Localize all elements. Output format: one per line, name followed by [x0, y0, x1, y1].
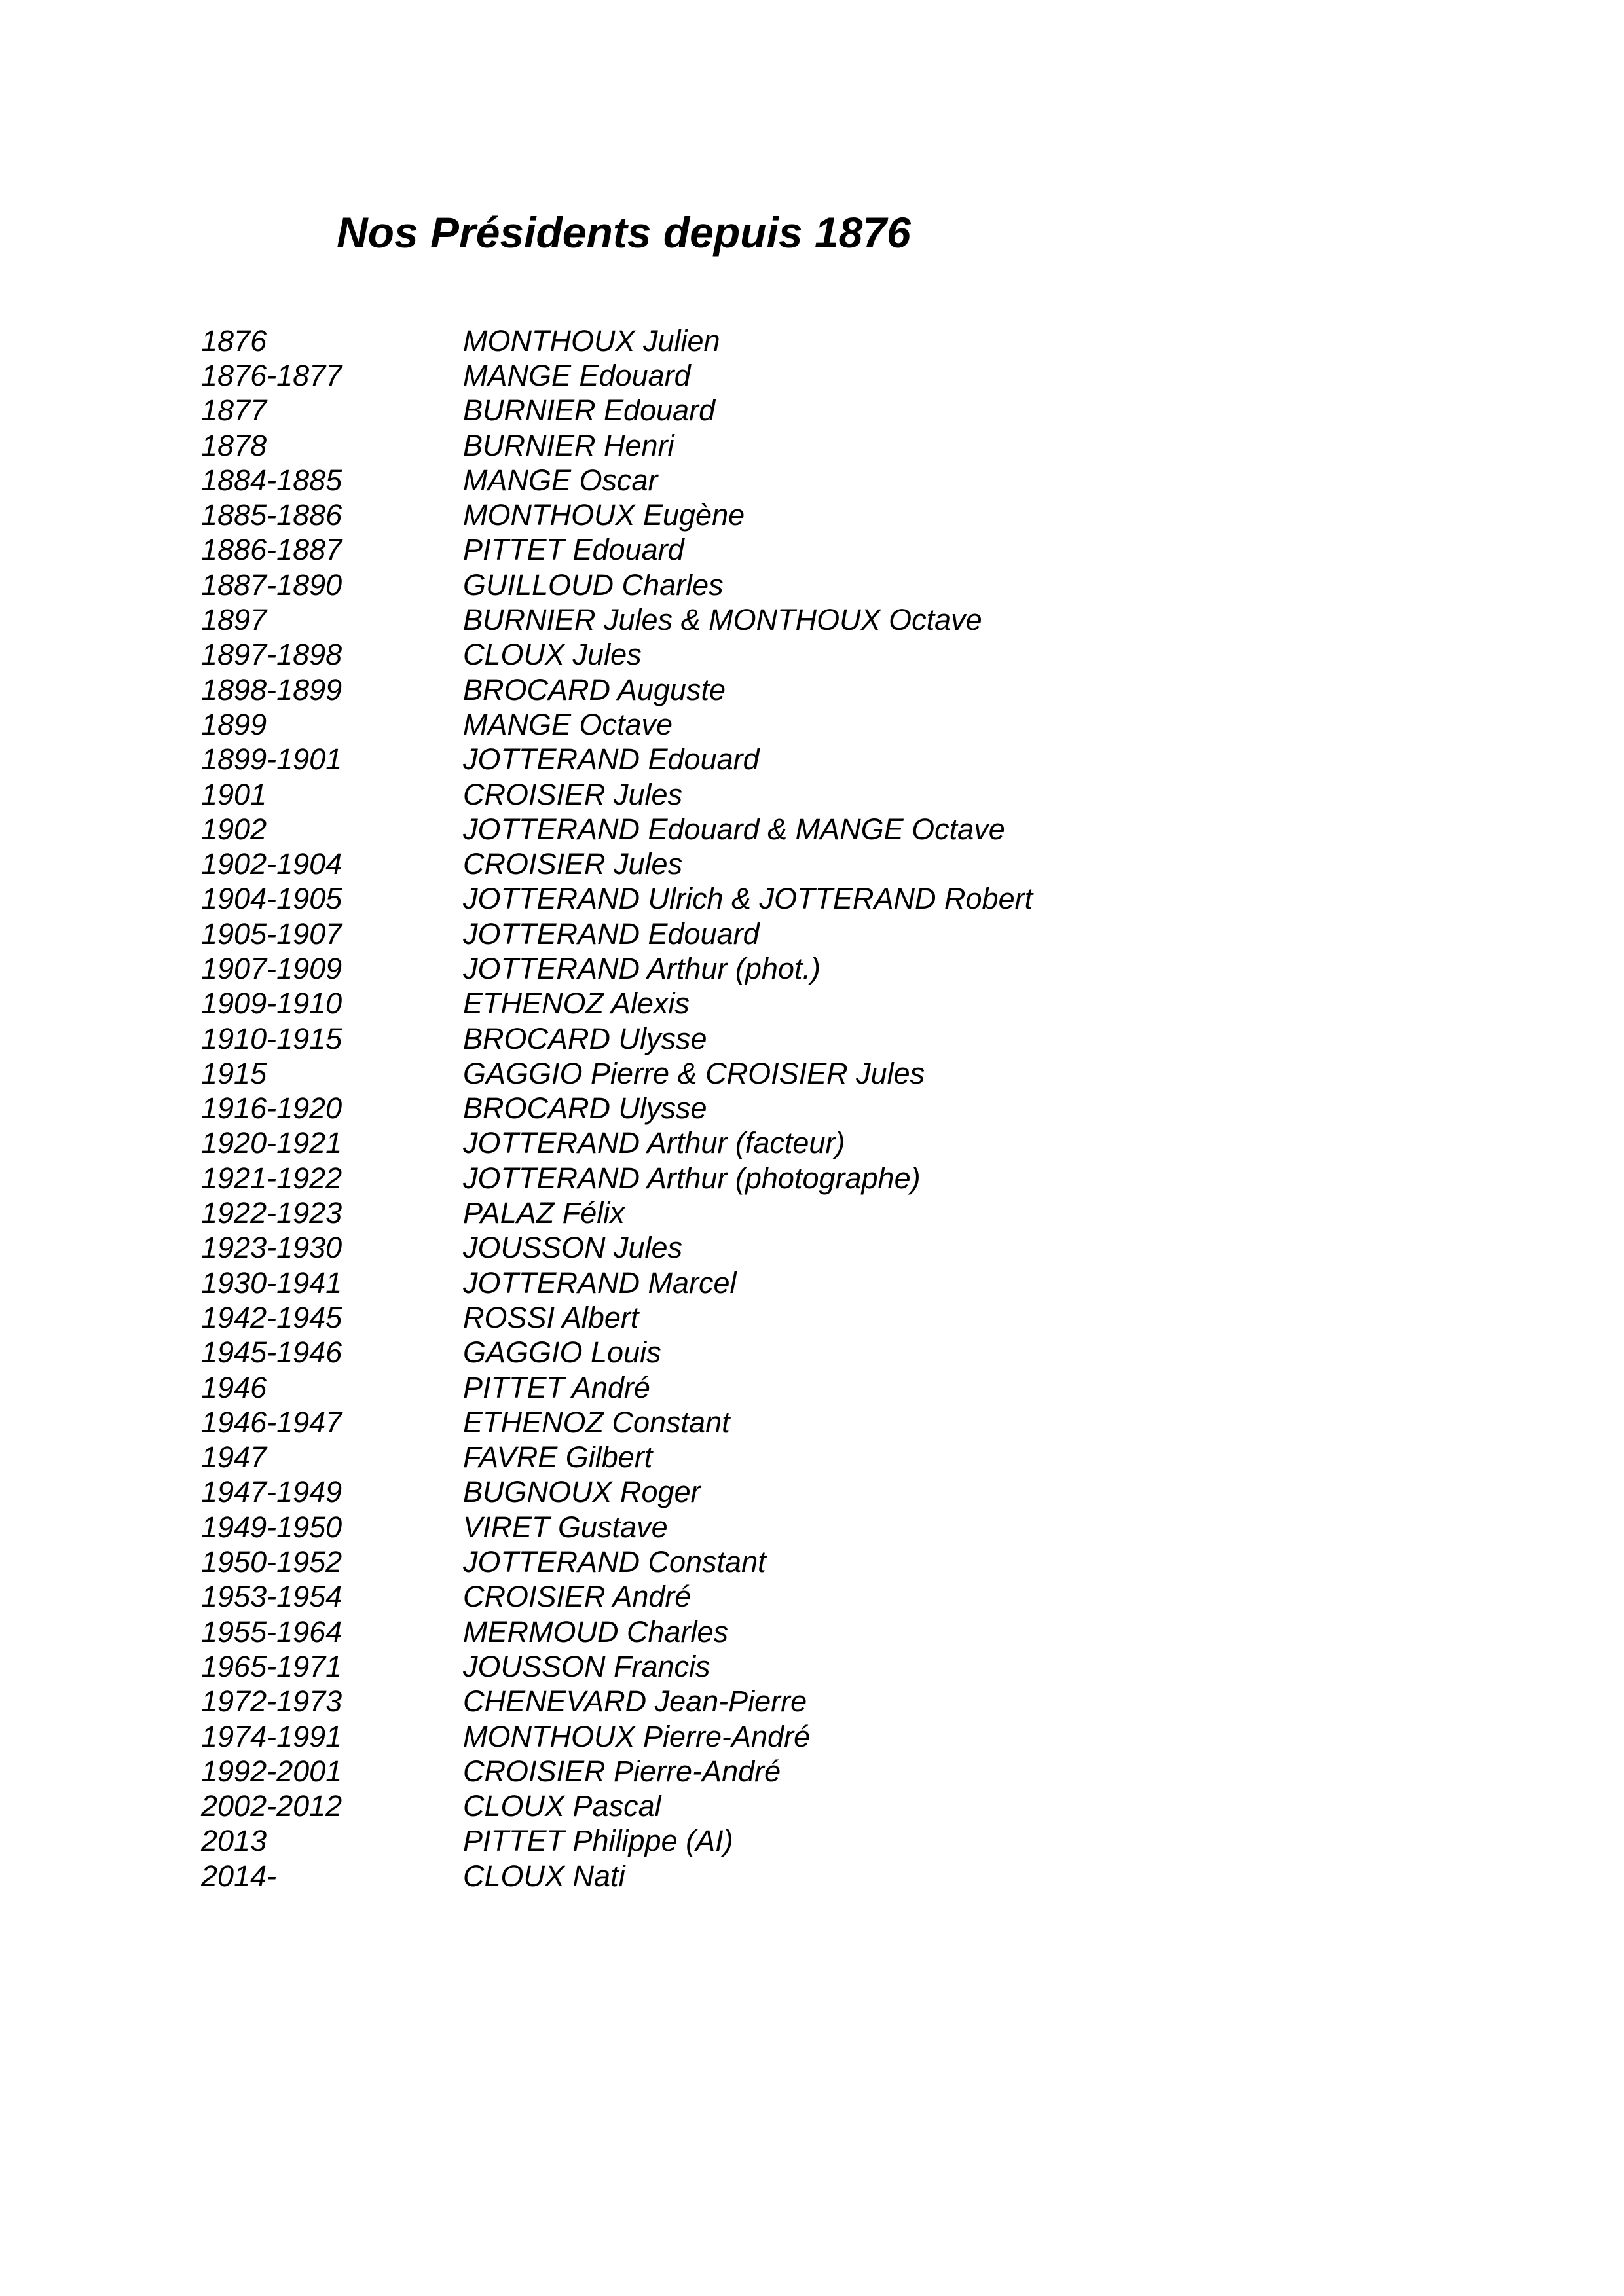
- list-item: [201, 742, 1033, 777]
- president-years: 1946: [201, 1370, 267, 1404]
- president-years: 1884-1885: [201, 463, 342, 497]
- president-name: MANGE Edouard: [463, 358, 691, 392]
- president-years: 1915: [201, 1056, 267, 1090]
- president-name: GAGGIO Louis: [463, 1336, 661, 1370]
- president-name: CROISIER Jules: [463, 847, 683, 881]
- president-name: BUGNOUX Roger: [463, 1475, 701, 1509]
- president-name: PITTET André: [463, 1370, 650, 1404]
- president-years: 2013: [201, 1824, 267, 1858]
- list-item: [201, 1405, 1033, 1440]
- president-years: 1876: [201, 323, 267, 357]
- president-years: 1974-1991: [201, 1719, 342, 1753]
- president-name: ETHENOZ Constant: [463, 1405, 730, 1439]
- president-name: MANGE Octave: [463, 707, 673, 741]
- president-years: 1878: [201, 428, 267, 462]
- president-name: JOTTERAND Arthur (phot.): [463, 951, 821, 985]
- president-name: JOTTERAND Edouard & MANGE Octave: [463, 812, 1005, 846]
- list-item: [201, 1544, 1033, 1579]
- president-name: JOTTERAND Ulrich & JOTTERAND Robert: [463, 882, 1033, 916]
- president-name: JOTTERAND Edouard: [463, 742, 760, 776]
- list-item: [201, 917, 1033, 951]
- list-item: [201, 428, 1033, 463]
- president-years: 1907-1909: [201, 951, 342, 985]
- president-years: 1877: [201, 393, 267, 428]
- list-item: [201, 1754, 1033, 1789]
- president-years: 1899: [201, 707, 267, 741]
- president-name: CHENEVARD Jean-Pierre: [463, 1685, 807, 1719]
- president-name: MONTHOUX Julien: [463, 323, 720, 357]
- president-name: MONTHOUX Pierre-André: [463, 1719, 811, 1753]
- president-name: CLOUX Pascal: [463, 1789, 661, 1823]
- president-name: CROISIER André: [463, 1580, 692, 1614]
- president-name: JOTTERAND Marcel: [463, 1266, 737, 1300]
- president-name: JOUSSON Jules: [463, 1231, 683, 1265]
- president-years: 1910-1915: [201, 1021, 342, 1055]
- president-years: 1930-1941: [201, 1266, 342, 1300]
- president-name: PITTET Edouard: [463, 533, 684, 567]
- president-years: 1946-1947: [201, 1405, 342, 1439]
- president-years: 2014-: [201, 1859, 277, 1893]
- list-item: [201, 1719, 1033, 1754]
- president-name: GAGGIO Pierre & CROISIER Jules: [463, 1056, 925, 1090]
- list-item: [201, 533, 1033, 568]
- list-item: [201, 1824, 1033, 1859]
- president-name: PALAZ Félix: [463, 1196, 625, 1230]
- president-name: MONTHOUX Eugène: [463, 498, 745, 532]
- president-years: 1947: [201, 1440, 267, 1474]
- list-item: [201, 602, 1033, 637]
- list-item: [201, 1266, 1033, 1300]
- president-years: 1886-1887: [201, 533, 342, 567]
- president-name: PITTET Philippe (AI): [463, 1824, 733, 1858]
- page-title: Nos Présidents depuis 1876: [337, 208, 911, 257]
- president-years: 1885-1886: [201, 498, 342, 532]
- president-years: 1945-1946: [201, 1336, 342, 1370]
- president-years: 1953-1954: [201, 1580, 342, 1614]
- president-name: CROISIER Pierre-André: [463, 1754, 781, 1788]
- president-years: 1876-1877: [201, 358, 342, 392]
- list-item: [201, 1475, 1033, 1510]
- list-item: [201, 498, 1033, 532]
- president-years: 1920-1921: [201, 1126, 342, 1160]
- president-years: 1942-1945: [201, 1300, 342, 1334]
- president-years: 1887-1890: [201, 568, 342, 602]
- president-name: MANGE Oscar: [463, 463, 658, 497]
- list-item: [201, 1091, 1033, 1126]
- president-name: CLOUX Nati: [463, 1859, 625, 1893]
- president-years: 1921-1922: [201, 1161, 342, 1195]
- list-item: [201, 1056, 1033, 1091]
- list-item: [201, 987, 1033, 1021]
- president-years: 1923-1930: [201, 1231, 342, 1265]
- list-item: [201, 1580, 1033, 1614]
- list-item: [201, 1789, 1033, 1823]
- list-item: [201, 1370, 1033, 1405]
- list-item: [201, 1649, 1033, 1684]
- president-years: 1898-1899: [201, 672, 342, 706]
- list-item: [201, 812, 1033, 847]
- president-years: 1992-2001: [201, 1754, 342, 1788]
- list-item: [201, 1336, 1033, 1370]
- president-name: BURNIER Edouard: [463, 393, 716, 428]
- president-name: BROCARD Ulysse: [463, 1091, 707, 1125]
- president-name: JOTTERAND Arthur (photographe): [463, 1161, 921, 1195]
- president-years: 1901: [201, 777, 267, 811]
- president-name: ROSSI Albert: [463, 1300, 639, 1334]
- list-item: [201, 672, 1033, 707]
- list-item: [201, 323, 1033, 358]
- president-name: JOUSSON Francis: [463, 1649, 710, 1683]
- president-years: 1904-1905: [201, 882, 342, 916]
- president-years: 1965-1971: [201, 1649, 342, 1683]
- list-item: [201, 951, 1033, 986]
- president-years: 1950-1952: [201, 1545, 342, 1579]
- list-item: [201, 1161, 1033, 1195]
- president-name: BURNIER Henri: [463, 428, 674, 462]
- list-item: [201, 568, 1033, 602]
- list-item: [201, 1510, 1033, 1544]
- president-name: JOTTERAND Arthur (facteur): [463, 1126, 845, 1160]
- list-item: [201, 1021, 1033, 1056]
- list-item: [201, 1195, 1033, 1230]
- list-item: [201, 1440, 1033, 1475]
- list-item: [201, 638, 1033, 672]
- list-item: [201, 707, 1033, 742]
- president-years: 1897-1898: [201, 638, 342, 672]
- president-years: 1955-1964: [201, 1614, 342, 1649]
- president-name: BURNIER Jules & MONTHOUX Octave: [463, 603, 982, 637]
- president-years: 1902-1904: [201, 847, 342, 881]
- president-years: 1909-1910: [201, 987, 342, 1021]
- president-name: CROISIER Jules: [463, 777, 683, 811]
- president-name: BROCARD Auguste: [463, 672, 726, 706]
- president-years: 1916-1920: [201, 1091, 342, 1125]
- president-years: 1949-1950: [201, 1510, 342, 1544]
- list-item: [201, 1614, 1033, 1649]
- president-name: GUILLOUD Charles: [463, 568, 724, 602]
- president-years: 1972-1973: [201, 1685, 342, 1719]
- president-name: JOTTERAND Edouard: [463, 917, 760, 951]
- list-item: [201, 358, 1033, 393]
- president-years: 1905-1907: [201, 917, 342, 951]
- president-years: 2002-2012: [201, 1789, 342, 1823]
- president-list: [201, 323, 1033, 1893]
- list-item: [201, 1126, 1033, 1161]
- list-item: [201, 1859, 1033, 1893]
- president-years: 1902: [201, 812, 267, 846]
- president-name: VIRET Gustave: [463, 1510, 668, 1544]
- list-item: [201, 1685, 1033, 1719]
- list-item: [201, 777, 1033, 812]
- president-years: 1899-1901: [201, 742, 342, 776]
- president-name: CLOUX Jules: [463, 638, 642, 672]
- president-name: JOTTERAND Constant: [463, 1545, 766, 1579]
- list-item: [201, 1231, 1033, 1266]
- president-name: BROCARD Ulysse: [463, 1021, 707, 1055]
- president-name: FAVRE Gilbert: [463, 1440, 653, 1474]
- president-name: MERMOUD Charles: [463, 1614, 729, 1649]
- president-name: ETHENOZ Alexis: [463, 987, 690, 1021]
- list-item: [201, 882, 1033, 917]
- list-item: [201, 463, 1033, 498]
- president-years: 1947-1949: [201, 1475, 342, 1509]
- list-item: [201, 1300, 1033, 1335]
- list-item: [201, 393, 1033, 428]
- president-years: 1897: [201, 603, 267, 637]
- president-years: 1922-1923: [201, 1196, 342, 1230]
- list-item: [201, 847, 1033, 881]
